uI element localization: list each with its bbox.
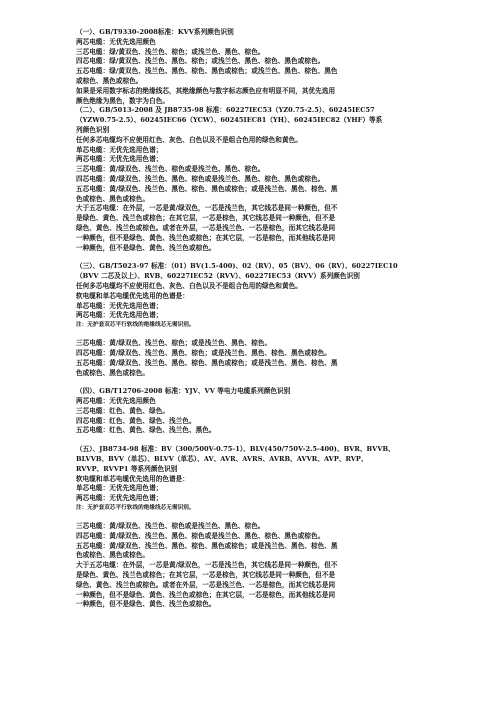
text-line: 四芯电缆：黄/绿双色、浅兰色、黑色、棕色或是浅兰色、黑色、棕色、黑色或棕色。 bbox=[76, 531, 325, 540]
text-line: 大于五芯电缆：在外层，一芯是黄/绿双色，一芯是浅兰色，其它线芯是同一种颜色，但不 bbox=[76, 561, 338, 570]
text-line: 单芯电缆：无优先选用色谱； bbox=[76, 145, 163, 154]
text-line: RVVP、RVVP1 等系列颜色识别 bbox=[76, 464, 178, 473]
text-line: 色或棕色、黑色或棕色。 bbox=[76, 551, 150, 560]
text-line: （BVV 二芯及以上）、RVB、60227IEC52（RVV）、60227IEC53（RVV）系列颜色识别 bbox=[76, 272, 360, 281]
section-heading: （五）、JB8734-98 标准：BV（300/500V-0.75-1）、BLV(450/750V-2.5-400)、BVR、BVVB、 bbox=[76, 445, 395, 454]
text-line: 两芯电缆：无优先选用颜色 bbox=[76, 37, 156, 46]
spacer bbox=[76, 513, 422, 522]
spacer bbox=[76, 253, 422, 262]
section-jb8734 bbox=[76, 445, 422, 513]
text-line: 四芯电缆：红色、黄色、绿色、浅兰色。 bbox=[76, 416, 196, 425]
text-line: 五芯电缆：黄/绿双色、浅兰色、黑色、棕色、黑色或棕色；或是浅兰色、黑色、棕色、黑 bbox=[76, 358, 338, 367]
spacer bbox=[76, 436, 422, 445]
section-kvv bbox=[76, 28, 422, 106]
text-line: 三芯电缆：黄/绿双色、浅兰色、棕色；或是浅兰色、黑色、棕色。 bbox=[76, 339, 272, 348]
text-line: 列颜色识别 bbox=[76, 125, 110, 134]
text-line: 大于五芯电缆：在外层，一芯是黄/绿双色，一芯是浅兰色，其它线芯是同一种颜色，但不 bbox=[76, 204, 338, 213]
footnote: 注：无护套双芯平行软线的绝缘线芯无需识别。 bbox=[76, 505, 195, 512]
text-line: 单芯电缆：无优先选用色谱； bbox=[76, 484, 163, 493]
text-line: 五芯电缆：红色、黄色、绿色、浅兰色、黑色。 bbox=[76, 426, 216, 435]
text-line: 两芯电缆：无优先选用色谱； bbox=[76, 311, 163, 320]
text-line: 颜色绝缘为黑色，数字为白色。 bbox=[76, 96, 170, 105]
text-line: 任何多芯电缆均不应使用红色、灰色、白色以及不是组合色用的绿色和黄色。 bbox=[76, 135, 302, 144]
text-line: 色或棕色、黑色或棕色。 bbox=[76, 194, 150, 203]
text-line: 两芯电缆：无优先选用颜色 bbox=[76, 397, 156, 406]
text-line: 五芯电缆：绿/黄双色、浅兰色、黑色、棕色、黑色或棕色；或浅兰色、黑色、棕色、黑色 bbox=[76, 67, 338, 76]
section-heading: （一）、GB/T9330-2008标准：KVV系列颜色识别 bbox=[76, 28, 234, 36]
text-line: 是绿色、黄色、浅兰色或棕色；在其它层，一芯是棕色，其它线芯是同一种颜色，但不是 bbox=[76, 214, 336, 223]
spacer bbox=[76, 378, 422, 387]
text-line: 四芯电缆：黄/绿双色、浅兰色、黑色、棕色或是浅兰色、黑色、棕色、黑色或棕色。 bbox=[76, 174, 325, 183]
section-heading: （二）、GB/5013-2008 及 JB8735-98 标准：60227IEC53（YZ0.75-2.5）、60245IEC57 bbox=[76, 106, 375, 115]
text-line: 是绿色、黄色、浅兰色或棕色；在其它层，一芯是棕色，其它线芯是同一种颜色，但不是 bbox=[76, 571, 336, 580]
section-gb12706 bbox=[76, 387, 422, 436]
text-line: 或棕色、黑色或棕色。 bbox=[76, 76, 143, 85]
text-line: （YZW0.75-2.5）、60245IEC66（YCW）、60245IEC81（YH）、60245IEC82（YHF）等系 bbox=[76, 116, 383, 125]
text-line: 一种颜色，但不是绿色、黄色、浅兰色或棕色；在其它层，一芯是棕色，而其他线芯是同 bbox=[76, 590, 336, 599]
document-page bbox=[76, 28, 422, 610]
spacer bbox=[76, 330, 422, 339]
text-line: 绿色、黄色、浅兰色或棕色。或者在外层，一芯是浅兰色、一芯是棕色，而其它线芯是同 bbox=[76, 223, 336, 232]
text-line: 一种颜色，但不是绿色、黄色、浅兰色或棕色；在其它层，一芯是棕色，而其他线芯是同 bbox=[76, 233, 336, 242]
text-line: 两芯电缆：无优先选用色谱； bbox=[76, 155, 163, 164]
text-line: 一种颜色，但不是绿色、黄色、浅兰色或棕色。 bbox=[76, 243, 216, 252]
section-heading: （三）、GB/T5023-97 标准：（01）BV(1.5-400)、02（RV）、05（BV）、06（RV）、60227IEC10 bbox=[76, 262, 398, 271]
text-line: BLVVB、BVV（单芯）、BLVV（单芯）、AV、AVR、AVRS、AVRB、AVVR、AVP、RVP、 bbox=[76, 455, 368, 464]
text-line: 绿色、黄色、浅兰色或棕色。或者在外层，一芯是浅兰色、一芯是棕色，而其它线芯是同 bbox=[76, 580, 336, 589]
footnote: 注：无护套双芯平行软线的绝缘线芯无需识别。 bbox=[76, 322, 195, 329]
text-line: 五芯电缆：黄/绿双色、浅兰色、黑色、棕色、黑色或棕色；或是浅兰色、黑色、棕色、黑 bbox=[76, 541, 338, 550]
text-line: 三芯电缆：红色、黄色、绿色。 bbox=[76, 406, 170, 415]
section-gb5023 bbox=[76, 262, 422, 330]
section-jb8734-continued bbox=[76, 522, 422, 610]
text-line: 三芯电缆：黄/绿双色、浅兰色、棕色或是浅兰色、黑色、棕色。 bbox=[76, 165, 265, 174]
text-line: 软电缆和单芯电缆优先选用的色谱是： bbox=[76, 291, 189, 300]
text-line: 色或棕色、黑色或棕色。 bbox=[76, 368, 150, 377]
text-line: 五芯电缆：黄/绿双色、浅兰色、黑色、棕色、黑色或棕色；或是浅兰色、黑色、棕色、黑 bbox=[76, 184, 338, 193]
text-line: 如果是采用数字标志的绝缘线芯，其绝缘颜色与数字标志颜色应有明显不同，其优先选用 bbox=[76, 86, 336, 95]
text-line: 一种颜色，但不是绿色、黄色、浅兰色或棕色。 bbox=[76, 600, 216, 609]
text-line: 单芯电缆：无优先选用色谱； bbox=[76, 301, 163, 310]
section-heading: （四）、GB/T12706-2008 标准：YJV、VV 等电力电缆系列颜色识别 bbox=[76, 387, 291, 396]
text-line: 任何多芯电缆均不应使用红色、灰色、白色以及不是组合色用的绿色和黄色。 bbox=[76, 281, 302, 290]
text-line: 四芯电缆：绿/黄双色、浅兰色、黑色、棕色；或浅兰色、黑色、棕色、黑色或棕色。 bbox=[76, 57, 325, 66]
text-line: 三芯电缆：黄/绿双色、浅兰色、棕色或是浅兰色、黑色、棕色。 bbox=[76, 522, 265, 531]
section-gb5013 bbox=[76, 106, 422, 253]
text-line: 两芯电缆：无优先选用色谱； bbox=[76, 494, 163, 503]
text-line: 四芯电缆：黄/绿双色、浅兰色、黑色、棕色；或是浅兰色、黑色、棕色、黑色或棕色。 bbox=[76, 348, 331, 357]
text-line: 三芯电缆：绿/黄双色、浅兰色、棕色；或浅兰色、黑色、棕色。 bbox=[76, 47, 265, 56]
section-gb5023-continued bbox=[76, 339, 422, 378]
text-line: 软电缆和单芯电缆优先选用的色谱是： bbox=[76, 474, 189, 483]
